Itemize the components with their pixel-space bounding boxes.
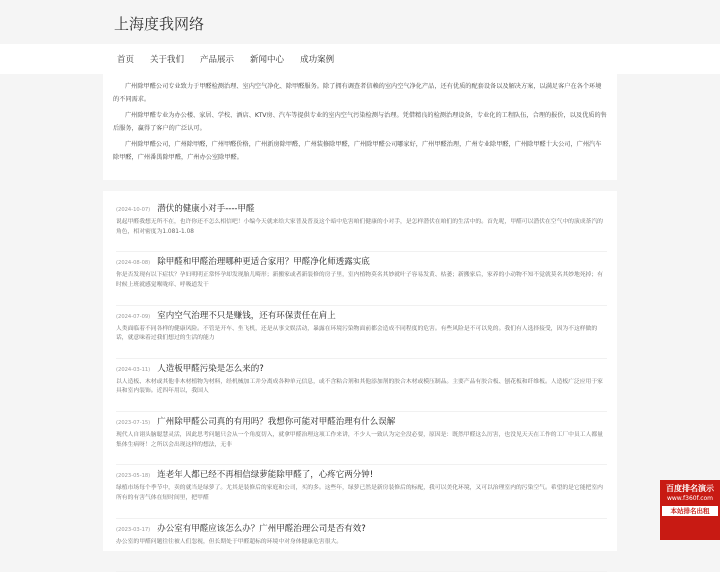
site-header bbox=[0, 0, 720, 44]
article-title-link[interactable]: 室内空气治理不只是赚钱，还有环保责任在肩上 bbox=[157, 310, 336, 321]
article-summary: 绿植市场每个季节中，卖的就当是绿萝了。尤其是装修后的家庭和公司，买的多。这些年，绿萝已然是新房装修后的标配，我可以美化环境，又可以治理室内的污染空气。希望的是它能把室内所有的有害气体在短时间里，把甲醛 bbox=[116, 485, 603, 502]
article-title-link[interactable]: 除甲醛和甲醛治理哪种更适合家用？甲醛净化师透露实底 bbox=[157, 257, 370, 268]
article-date: (2024-08-08) bbox=[116, 260, 151, 267]
article-summary: 说起甲醛我想无所不在，也许你还不怎么相信吧！小编今天就来给大家普及普及这个暗中危害咱们健康的小对手，是怎样潜伏在咱们的生活中的。首先呢，甲醛可以潜伏在空气中的演成荼汽的角色，相对密度为1.081-1.08 bbox=[116, 219, 603, 235]
badge-title: 百度排名演示 bbox=[666, 484, 714, 493]
list-item bbox=[116, 359, 607, 412]
article-title-link[interactable]: 人造板甲醛污染是怎么来的? bbox=[157, 363, 264, 374]
article-summary: 人类面临着不同各样的健康风险。不管是开车、坐飞机，还是从事文娱活动，暴露在环境污染物面前都会造成不同程度的危害。有些风险是不可以免的。我们有人选择接受，因为不这样做的话，就意味着过我们想过的生活的能力 bbox=[116, 325, 598, 342]
intro-paragraph: 广州除甲醛专业为办公楼、家居、学校、酒店、KTV房、汽车等提供专业的室内空气污染检测与治理。凭借精良的检测治理设备，专业化的工程队伍，合理的报价，以及优质的售后服务，赢得了客户的广泛认可。 bbox=[113, 112, 607, 132]
main-nav bbox=[0, 44, 720, 74]
article-summary: 你是否发现有以下症状？孕妇明明正常怀孕却发现胎儿畸形；新搬家或者新装修的房子里，室内植物莫名其妙就叶子容易发黄、枯萎；新搬家后，家养的小动物不知不觉就莫名其妙地死掉；有时候上班就感觉喉咙痒、呼吸道发干 bbox=[116, 272, 603, 288]
list-item bbox=[116, 412, 607, 465]
intro-paragraph: 广州除甲醛公司，广州除甲醛，广州甲醛价格，广州新房除甲醛，广州装修除甲醛，广州除甲醛公司哪家好，广州甲醛治理，广州专业除甲醛，广州除甲醛十大公司，广州汽车除甲醛，广州番禺除甲醛，广州办公室除甲醛。 bbox=[113, 141, 602, 161]
article-summary: 现代人自诩头脑聪慧灵活，因此思考问题只会从一个角度切入，就拿甲醛治理这项工作来讲，不少人一致认为完全没必要，原因是：既然甲醛这么厉害，也没见天天在工作的工厂中员工人都量集体生病呀！之所以会出现这样的想法，无非 bbox=[116, 432, 603, 448]
article-summary: 办公室的甲醛问题往往被人们忽视，但长期处于甲醛超标的环境中对身体健康危害很大。 bbox=[116, 538, 343, 545]
site-title[interactable]: 上海度我网络 bbox=[114, 15, 205, 33]
article-date: (2024-03-11) bbox=[116, 366, 151, 373]
article-title-link[interactable]: 连老年人都已经不再相信绿萝能除甲醛了，心疼它两分钟! bbox=[157, 470, 374, 481]
nav-item-about[interactable]: 关于我们 bbox=[150, 55, 185, 65]
badge-subtitle: 本站排名出租 bbox=[662, 506, 718, 516]
article-title-link[interactable]: 潜伏的健康小对手----甲醛 bbox=[157, 204, 255, 214]
list-item bbox=[116, 252, 607, 305]
list-item bbox=[116, 465, 607, 518]
list-item bbox=[116, 199, 607, 252]
nav-item-products[interactable]: 产品展示 bbox=[200, 55, 235, 65]
article-date: (2023-07-15) bbox=[116, 420, 151, 427]
intro-paragraph: 广州除甲醛公司专业致力于甲醛检测治理、室内空气净化、除甲醛服务。除了拥有调查者信赖的室内空气净化产品，还有优质的配套设备以及解决方案，以满足客户在各个环境的不同需求。 bbox=[113, 83, 602, 103]
article-date: (2023-05-18) bbox=[116, 473, 151, 480]
article-date: (2024-10-07) bbox=[116, 207, 151, 213]
article-list bbox=[103, 191, 617, 551]
article-title-link[interactable]: 广州除甲醛公司真的有用吗？我想你可能对甲醛治理有什么误解 bbox=[157, 417, 396, 428]
article-title-link[interactable]: 办公室有甲醛应该怎么办？广州甲醛治理公司是否有效? bbox=[157, 523, 366, 534]
ranking-ad-badge[interactable] bbox=[660, 480, 720, 540]
article-summary: 以人造板、木材或其他非木材植物为材料，经机械加工并分离成各种单元信息，或不含粘合剂和其他添加剂的胶合木材或模压制品。主要产品有胶合板、刨花板和纤维板。人造板广泛应用于家具和室内装饰。近四年用以，我国人 bbox=[116, 378, 603, 395]
article-date: (2023-03-17) bbox=[116, 526, 151, 533]
nav-item-home[interactable]: 首页 bbox=[117, 55, 135, 65]
badge-url: www.f360f.com bbox=[666, 495, 714, 502]
intro-panel bbox=[103, 73, 617, 180]
list-item bbox=[116, 519, 607, 572]
nav-item-news[interactable]: 新闻中心 bbox=[250, 55, 285, 65]
article-date: (2024-07-09) bbox=[116, 313, 151, 320]
list-item bbox=[116, 306, 607, 359]
nav-item-cases[interactable]: 成功案例 bbox=[300, 55, 335, 65]
